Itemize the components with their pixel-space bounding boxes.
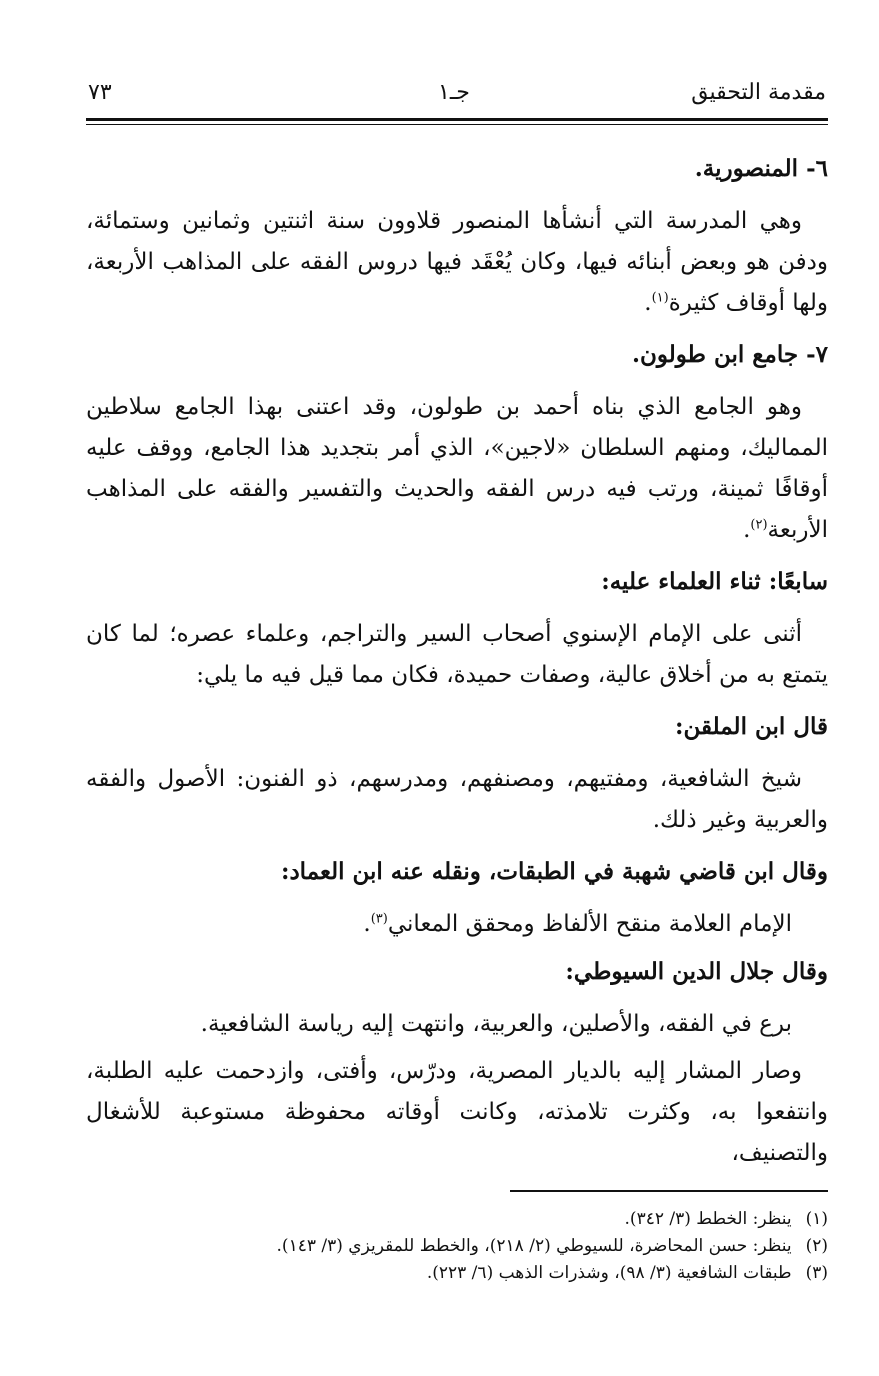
quote-suyuti: برع في الفقه، والأصلين، والعربية، وانتهت إليه رياسة الشافعية. — [200, 1011, 792, 1037]
paragraph-end: . — [644, 290, 652, 316]
footnote-3 — [86, 1260, 828, 1287]
footnote-separator — [510, 1190, 828, 1192]
footnote-number: (٣) — [805, 1263, 828, 1283]
footnote-2 — [86, 1233, 828, 1260]
section-heading-ibn-tulun: ٧- جامع ابن طولون. — [632, 341, 828, 368]
footnote-1 — [86, 1206, 828, 1233]
footnote-text: ينظر: الخطط (٣/ ٣٤٢). — [624, 1209, 792, 1229]
running-header — [88, 80, 826, 114]
quote-ibn-qadi-shuhba — [86, 904, 792, 945]
page-number: ٧٣ — [88, 80, 112, 105]
paragraph-ibn-tulun — [86, 387, 828, 551]
header-rule-thick — [86, 118, 828, 121]
footnote-ref-1: (١) — [651, 290, 669, 306]
footnote-number: (١) — [805, 1209, 828, 1229]
footnote-ref-2: (٢) — [750, 517, 768, 533]
heading-suyuti: وقال جلال الدين السيوطي: — [565, 958, 828, 985]
heading-ibn-qadi-shuhba: وقال ابن قاضي شهبة في الطبقات، ونقله عنه ابن العماد: — [280, 858, 828, 885]
paragraph-mansuriyya — [86, 201, 828, 324]
section-heading-praise: سابعًا: ثناء العلماء عليه: — [601, 568, 828, 595]
footnotes — [86, 1206, 828, 1287]
quote-ibn-mulaqqin: شيخ الشافعية، ومفتيهم، ومصنفهم، ومدرسهم، ذو الفنون: الأصول والفقه والعربية وغير ذلك. — [86, 766, 828, 833]
header-title: مقدمة التحقيق — [691, 80, 826, 105]
paragraph-text: وهي المدرسة التي أنشأها المنصور قلاوون سنة اثنتين وثمانين وستمائة، ودفن هو وبعض أبنائه فيها، وكان يُعْقَد فيها دروس الفقه على المذاهب الأربعة، ولها أوقاف كثيرة — [86, 208, 828, 316]
paragraph-text: وهو الجامع الذي بناه أحمد بن طولون، وقد اعتنى بهذا الجامع سلاطين المماليك، ومنهم السلطان «لاجين»، الذي أمر بتجديد هذا الجامع، ووقف عليه أوقافًا ثمينة، ورتب فيه درس الفقه والحديث والتفسير والفقه على المذاهب الأربعة — [86, 394, 828, 543]
paragraph-end: . — [743, 517, 751, 543]
heading-ibn-mulaqqin: قال ابن الملقن: — [675, 713, 828, 740]
footnote-number: (٢) — [805, 1236, 828, 1256]
footnote-text: طبقات الشافعية (٣/ ٩٨)، وشذرات الذهب (٦/ ٢٢٣). — [426, 1263, 792, 1283]
quote-text: الإمام العلامة منقح الألفاظ ومحقق المعاني — [387, 911, 792, 937]
main-text — [86, 148, 828, 1184]
footnote-text: ينظر: حسن المحاضرة، للسيوطي (٢/ ٢١٨)، والخطط للمقريزي (٣/ ١٤٣). — [276, 1236, 792, 1256]
paragraph-praise: أثنى على الإمام الإسنوي أصحاب السير والتراجم، وعلماء عصره؛ لما كان يتمتع به من أخلاق عالية، وصفات حميدة، فكان مما قيل فيه ما يلي: — [86, 621, 828, 688]
header-rule-thin — [86, 124, 828, 125]
quote-end: . — [363, 911, 371, 937]
section-heading-mansuriyya: ٦- المنصورية. — [694, 155, 828, 182]
footnote-ref-3: (٣) — [370, 911, 388, 927]
paragraph-continuation: وصار المشار إليه بالديار المصرية، ودرّس، وأفتى، وازدحمت عليه الطلبة، وانتفعوا به، وكثرت تلامذته، وكانت أوقاته محفوظة مستوعبة للأشغال والتصنيف، — [86, 1058, 828, 1166]
header-volume: جـ١ — [438, 80, 470, 105]
